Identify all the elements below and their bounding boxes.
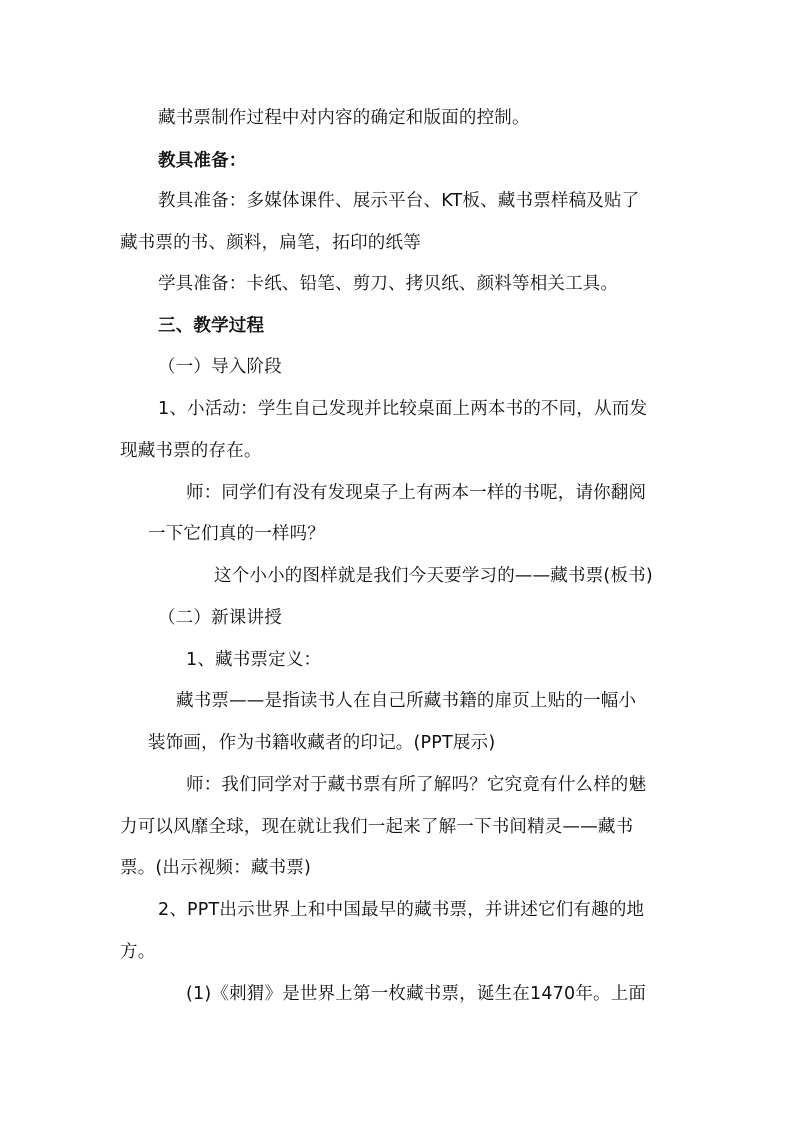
body-text-line: 藏书票的书、颜料，扁笔，拓印的纸等: [120, 233, 421, 253]
body-text-line: 师：同学们有没有发现桌子上有两本一样的书呢，请你翻阅: [186, 483, 647, 503]
body-text-line: 2、PPT出示世界上和中国最早的藏书票，并讲述它们有趣的地: [158, 900, 645, 920]
body-text-line: 现藏书票的存在。: [120, 441, 262, 461]
body-text-line: 教具准备：多媒体课件、展示平台、KT板、藏书票样稿及贴了: [158, 191, 640, 211]
body-text-line: 1、藏书票定义：: [186, 650, 322, 670]
body-text-line: 学具准备：卡纸、铅笔、剪刀、拷贝纸、颜料等相关工具。: [158, 274, 619, 294]
body-text-line: (1)《刺猬》是世界上第一枚藏书票，诞生在1470年。上面: [186, 984, 647, 1004]
section-heading-teaching-process: 三、教学过程: [158, 316, 265, 336]
body-text-line: 藏书票——是指读书人在自己所藏书籍的扉页上贴的一幅小: [176, 691, 637, 711]
section-heading-teaching-aids: 教具准备：: [158, 151, 247, 171]
body-text-line: 装饰画，作为书籍收藏者的印记。(PPT展示): [148, 733, 496, 753]
body-text-line: 一下它们真的一样吗？: [148, 524, 325, 544]
body-text-line: 方。: [120, 942, 156, 962]
body-text-line: 1、小活动：学生自己发现并比较桌面上两本书的不同，从而发: [158, 399, 648, 419]
body-text-line: 力可以风靡全球，现在就让我们一起来了解一下书间精灵——藏书: [120, 817, 634, 837]
body-text-line: 票。(出示视频：藏书票): [120, 858, 312, 878]
body-text-line: 这个小小的图样就是我们今天要学习的——藏书票(板书): [214, 566, 653, 586]
subsection-heading: （一）导入阶段: [158, 357, 282, 377]
body-text-line: 师：我们同学对于藏书票有所了解吗？它究竟有什么样的魅: [186, 775, 647, 795]
body-text-line: 藏书票制作过程中对内容的确定和版面的控制。: [158, 108, 530, 128]
subsection-heading: （二）新课讲授: [158, 608, 282, 628]
